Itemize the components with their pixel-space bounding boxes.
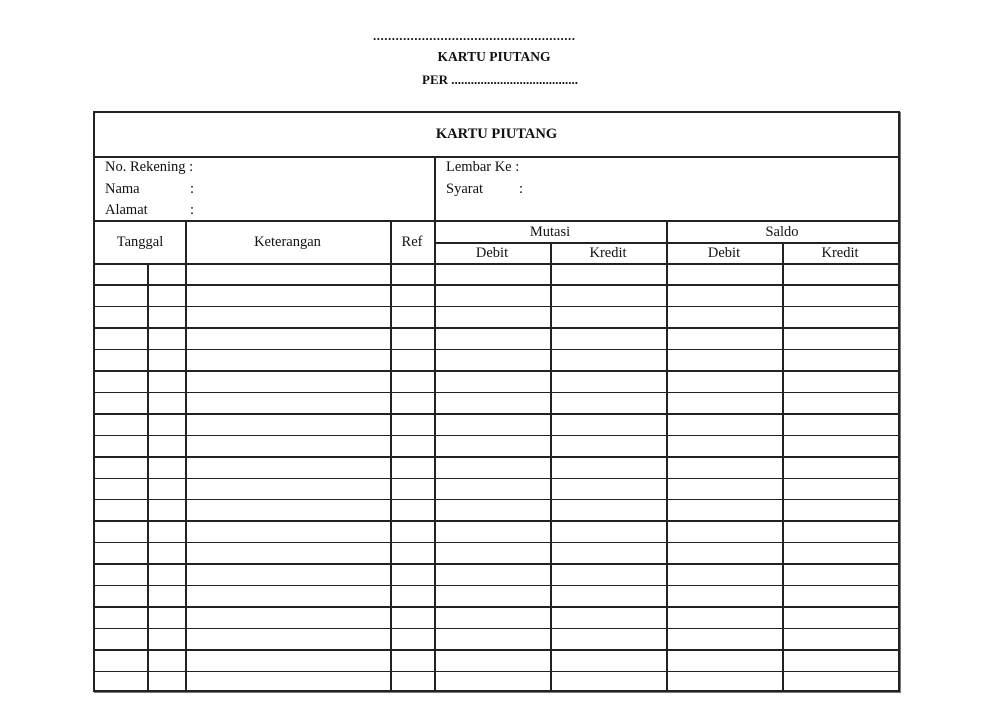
col-ref-header: Ref [401,234,423,250]
card-title: KARTU PIUTANG [435,126,558,142]
col-mutasi-debit-header: Debit [475,245,509,261]
col-saldo-kredit-header: Kredit [821,245,859,261]
table-row-line [95,435,898,437]
syarat-colon: : [519,181,524,197]
nama-label: Nama [105,181,140,197]
table-row-line [95,284,898,286]
table-row-line [95,542,898,544]
table-row-line [95,413,898,415]
per-dotted-blank: ....................................... [451,72,578,87]
header-dotted-line: ...................................................... [373,28,576,43]
table-row-line [95,349,898,351]
table-row-line [95,327,898,329]
title-divider [95,156,898,158]
alamat-label: Alamat [105,202,148,218]
table-row-line [95,671,898,673]
table-row-line [95,606,898,608]
receivable-card [93,111,900,692]
period-line [0,72,1000,88]
col-tanggal-header: Tanggal [116,234,164,250]
per-label: PER [422,72,448,87]
syarat-label: Syarat [446,181,484,197]
table-row-line [95,520,898,522]
col-saldo-debit-header: Debit [707,245,741,261]
nama-colon: : [190,181,195,197]
col-line-saldo-debit [782,242,784,692]
table-row-line [95,585,898,587]
page-title: KARTU PIUTANG [437,49,551,64]
alamat-colon: : [190,202,195,218]
table-row-line [95,370,898,372]
info-divider [434,156,436,220]
lembar-ke-label: Lembar Ke : [446,159,520,175]
table-row-line [95,649,898,651]
info-bottom-divider [95,220,898,222]
col-mutasi-kredit-header: Kredit [589,245,627,261]
table-row-line [95,628,898,630]
table-row-line [95,478,898,480]
table-row-line [95,499,898,501]
col-line-mutasi-debit [550,242,552,692]
table-row-line [95,563,898,565]
col-mutasi-header: Mutasi [529,224,571,240]
table-row-line [95,392,898,394]
col-saldo-header: Saldo [765,224,799,240]
table-row-line [95,306,898,308]
no-rekening-label: No. Rekening : [105,159,194,175]
header-bottom-divider [95,263,898,265]
col-keterangan-header: Keterangan [254,234,321,250]
table-row-line [95,456,898,458]
